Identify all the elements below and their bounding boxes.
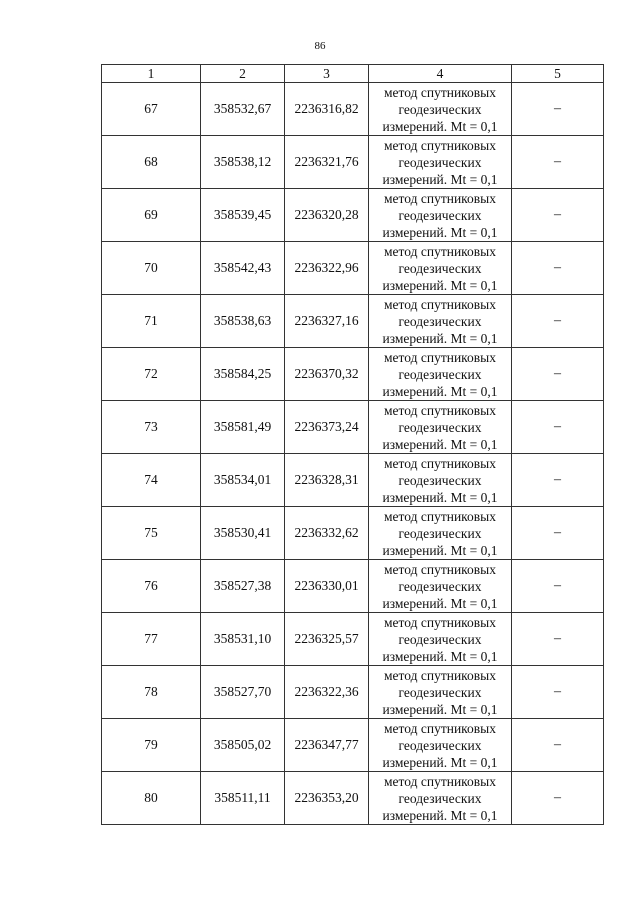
method-line: измерений. Mt = 0,1	[382, 436, 498, 452]
method-line: геодезических	[398, 313, 482, 329]
point-number-cell: 68	[102, 136, 201, 189]
point-number-cell: 75	[102, 507, 201, 560]
y-coordinate-cell: 2236353,20	[285, 772, 369, 825]
method-line: геодезических	[398, 684, 482, 700]
y-coordinate-cell: 2236347,77	[285, 719, 369, 772]
method-line: метод спутниковых	[384, 84, 496, 100]
method-line: геодезических	[398, 207, 482, 223]
table-row	[102, 401, 604, 454]
x-coordinate-cell: 358532,67	[201, 83, 285, 136]
method-cell	[369, 507, 512, 560]
method-cell	[369, 560, 512, 613]
method-line: геодезических	[398, 154, 482, 170]
method-cell	[369, 401, 512, 454]
method-cell	[369, 348, 512, 401]
method-cell	[369, 189, 512, 242]
header-col-3: 3	[285, 65, 369, 83]
y-coordinate-cell: 2236322,96	[285, 242, 369, 295]
header-col-4: 4	[369, 65, 512, 83]
method-cell	[369, 719, 512, 772]
method-cell	[369, 242, 512, 295]
method-line: геодезических	[398, 101, 482, 117]
y-coordinate-cell: 2236327,16	[285, 295, 369, 348]
method-line: измерений. Mt = 0,1	[382, 171, 498, 187]
point-number-cell: 73	[102, 401, 201, 454]
method-line: метод спутниковых	[384, 137, 496, 153]
method-line: метод спутниковых	[384, 508, 496, 524]
method-line: измерений. Mt = 0,1	[382, 489, 498, 505]
method-line: геодезических	[398, 366, 482, 382]
method-line: измерений. Mt = 0,1	[382, 807, 498, 823]
table-row	[102, 666, 604, 719]
method-line: измерений. Mt = 0,1	[382, 277, 498, 293]
note-cell: –	[512, 454, 604, 507]
y-coordinate-cell: 2236322,36	[285, 666, 369, 719]
method-line: геодезических	[398, 737, 482, 753]
table-row	[102, 454, 604, 507]
method-line: геодезических	[398, 525, 482, 541]
method-line: метод спутниковых	[384, 243, 496, 259]
y-coordinate-cell: 2236320,28	[285, 189, 369, 242]
x-coordinate-cell: 358542,43	[201, 242, 285, 295]
header-col-1: 1	[102, 65, 201, 83]
method-line: метод спутниковых	[384, 349, 496, 365]
note-cell: –	[512, 242, 604, 295]
method-line: метод спутниковых	[384, 773, 496, 789]
x-coordinate-cell: 358527,38	[201, 560, 285, 613]
method-line: геодезических	[398, 260, 482, 276]
y-coordinate-cell: 2236373,24	[285, 401, 369, 454]
method-cell	[369, 666, 512, 719]
table-row	[102, 560, 604, 613]
x-coordinate-cell: 358511,11	[201, 772, 285, 825]
table-row	[102, 613, 604, 666]
method-line: метод спутниковых	[384, 614, 496, 630]
x-coordinate-cell: 358534,01	[201, 454, 285, 507]
x-coordinate-cell: 358505,02	[201, 719, 285, 772]
point-number-cell: 80	[102, 772, 201, 825]
point-number-cell: 71	[102, 295, 201, 348]
y-coordinate-cell: 2236330,01	[285, 560, 369, 613]
header-row	[102, 65, 604, 83]
table-row	[102, 507, 604, 560]
note-cell: –	[512, 613, 604, 666]
x-coordinate-cell: 358531,10	[201, 613, 285, 666]
note-cell: –	[512, 189, 604, 242]
table-row	[102, 83, 604, 136]
coordinates-table	[101, 64, 604, 825]
method-cell	[369, 613, 512, 666]
method-line: метод спутниковых	[384, 455, 496, 471]
method-cell	[369, 454, 512, 507]
x-coordinate-cell: 358530,41	[201, 507, 285, 560]
method-line: геодезических	[398, 419, 482, 435]
method-line: измерений. Mt = 0,1	[382, 118, 498, 134]
method-line: измерений. Mt = 0,1	[382, 383, 498, 399]
point-number-cell: 74	[102, 454, 201, 507]
point-number-cell: 77	[102, 613, 201, 666]
point-number-cell: 70	[102, 242, 201, 295]
x-coordinate-cell: 358539,45	[201, 189, 285, 242]
method-line: метод спутниковых	[384, 190, 496, 206]
table-row	[102, 189, 604, 242]
y-coordinate-cell: 2236370,32	[285, 348, 369, 401]
method-line: геодезических	[398, 790, 482, 806]
method-line: измерений. Mt = 0,1	[382, 542, 498, 558]
header-col-2: 2	[201, 65, 285, 83]
x-coordinate-cell: 358538,12	[201, 136, 285, 189]
method-line: метод спутниковых	[384, 667, 496, 683]
note-cell: –	[512, 136, 604, 189]
note-cell: –	[512, 560, 604, 613]
table-row	[102, 348, 604, 401]
note-cell: –	[512, 348, 604, 401]
point-number-cell: 76	[102, 560, 201, 613]
note-cell: –	[512, 772, 604, 825]
header-col-5: 5	[512, 65, 604, 83]
note-cell: –	[512, 83, 604, 136]
method-line: измерений. Mt = 0,1	[382, 224, 498, 240]
note-cell: –	[512, 507, 604, 560]
x-coordinate-cell: 358538,63	[201, 295, 285, 348]
note-cell: –	[512, 719, 604, 772]
y-coordinate-cell: 2236332,62	[285, 507, 369, 560]
table-row	[102, 719, 604, 772]
x-coordinate-cell: 358527,70	[201, 666, 285, 719]
method-line: измерений. Mt = 0,1	[382, 330, 498, 346]
note-cell: –	[512, 295, 604, 348]
x-coordinate-cell: 358584,25	[201, 348, 285, 401]
table-row	[102, 772, 604, 825]
note-cell: –	[512, 401, 604, 454]
table-body	[102, 83, 604, 825]
method-line: метод спутниковых	[384, 402, 496, 418]
point-number-cell: 72	[102, 348, 201, 401]
method-cell	[369, 295, 512, 348]
page-number: 86	[314, 40, 326, 52]
method-line: измерений. Mt = 0,1	[382, 754, 498, 770]
method-line: метод спутниковых	[384, 720, 496, 736]
method-cell	[369, 772, 512, 825]
method-line: измерений. Mt = 0,1	[382, 701, 498, 717]
point-number-cell: 67	[102, 83, 201, 136]
method-cell	[369, 136, 512, 189]
method-line: измерений. Mt = 0,1	[382, 648, 498, 664]
y-coordinate-cell: 2236328,31	[285, 454, 369, 507]
method-line: геодезических	[398, 631, 482, 647]
table-row	[102, 295, 604, 348]
method-line: геодезических	[398, 578, 482, 594]
note-cell: –	[512, 666, 604, 719]
method-line: геодезических	[398, 472, 482, 488]
point-number-cell: 69	[102, 189, 201, 242]
y-coordinate-cell: 2236321,76	[285, 136, 369, 189]
method-line: измерений. Mt = 0,1	[382, 595, 498, 611]
point-number-cell: 78	[102, 666, 201, 719]
method-cell	[369, 83, 512, 136]
method-line: метод спутниковых	[384, 561, 496, 577]
y-coordinate-cell: 2236316,82	[285, 83, 369, 136]
y-coordinate-cell: 2236325,57	[285, 613, 369, 666]
table-row	[102, 242, 604, 295]
method-line: метод спутниковых	[384, 296, 496, 312]
x-coordinate-cell: 358581,49	[201, 401, 285, 454]
point-number-cell: 79	[102, 719, 201, 772]
table-row	[102, 136, 604, 189]
